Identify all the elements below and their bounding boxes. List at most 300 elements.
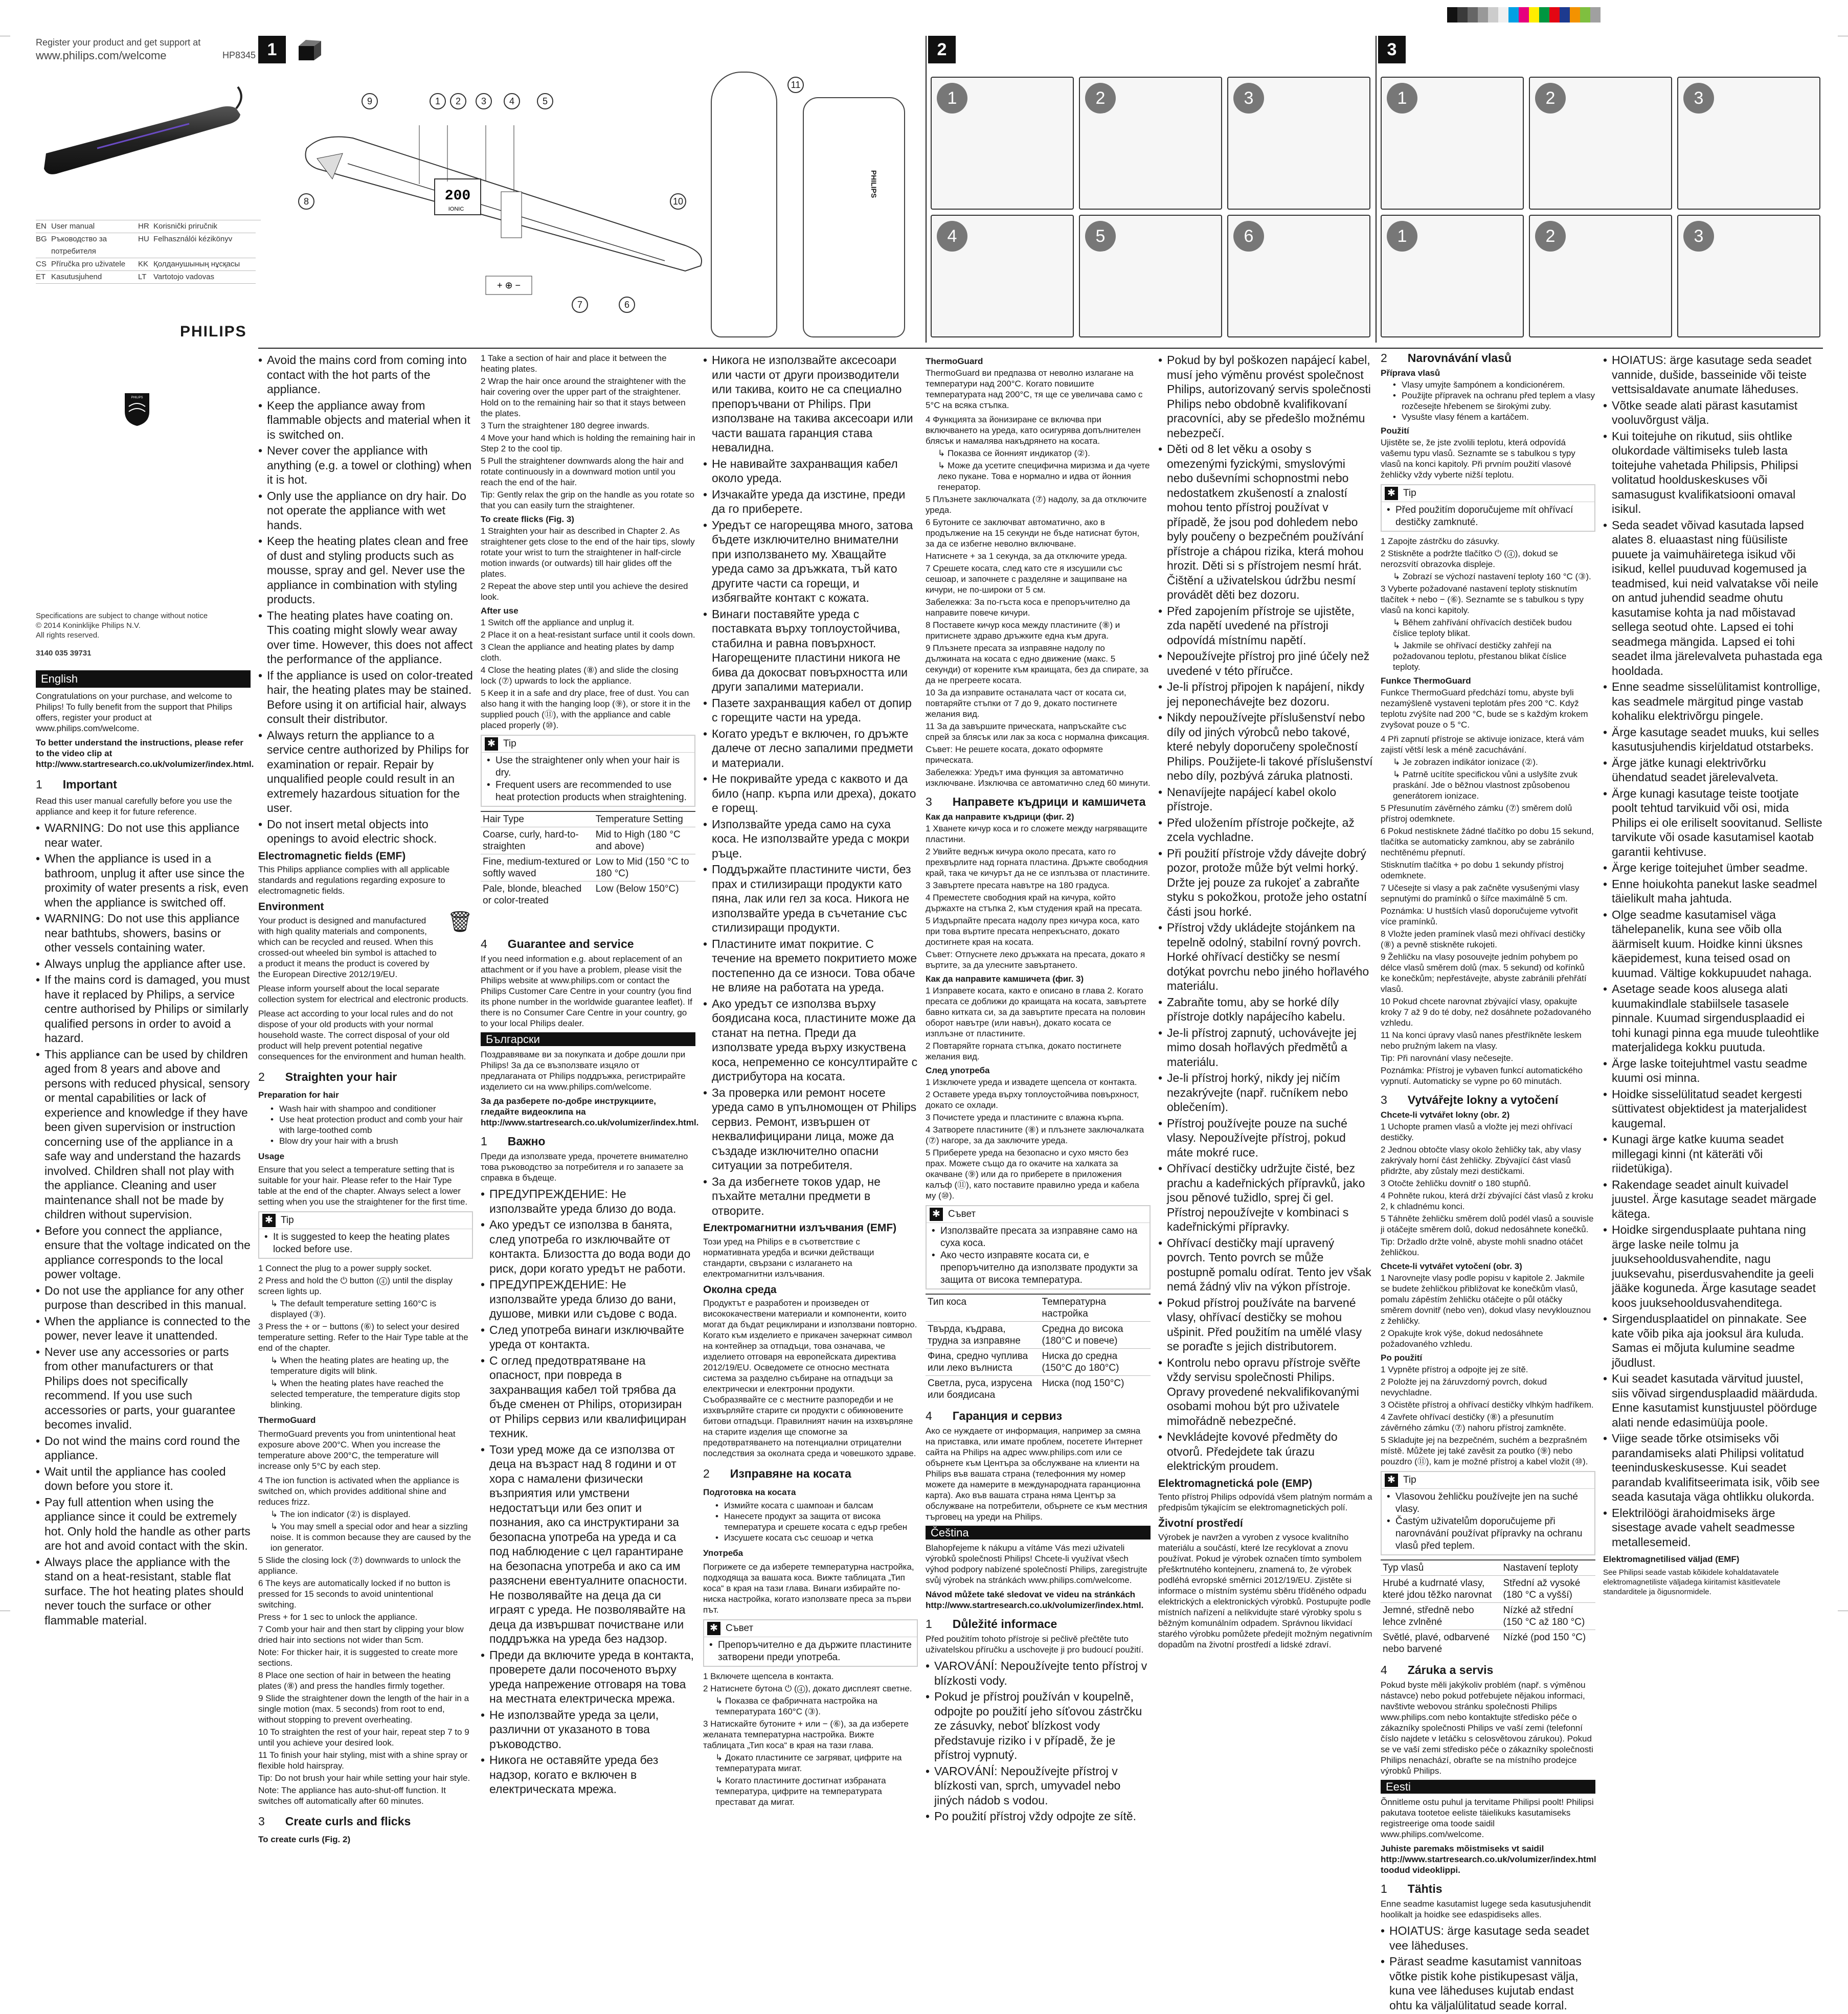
warning-item: • Pokud přístroj používáte na barvené vlasy, ohřívací destičky se mohou ušpinit. Před použitím na umělé vlasy se poraďte s jejich distributorem. xyxy=(1158,1296,1373,1354)
step-item: 3 Clean the appliance and heating plates by damp cloth. xyxy=(481,642,674,663)
section-title: Důležité informace xyxy=(952,1617,1057,1631)
tip-item: • Препоръчително е да държите пластините затворени преди употреба. xyxy=(709,1639,912,1664)
flick-step-3 xyxy=(1677,77,1820,210)
table-cell: Ниска до средна (150°C до 180°C) xyxy=(1040,1349,1151,1376)
warning-item: • Не използвайте уреда за цели, различни от указаното в това ръководство. xyxy=(481,1708,695,1752)
step-item: 11 To finish your hair styling, mist with a shine spray or flexible hold hairspray. xyxy=(258,1750,468,1771)
callout-6: 6 xyxy=(619,297,635,313)
warning-item: • Keep the appliance away from flammable objects and material when it is switched on. xyxy=(258,398,473,442)
section-intro: Преди да използвате уреда, прочетете внимателно това ръководство за потребителя и го запазете за справка в бъдеще. xyxy=(481,1151,688,1183)
callout-5: 5 xyxy=(537,93,553,109)
step-item: ↳ Показва се фабричната настройка на температурата 160°C (③). xyxy=(715,1695,877,1716)
warning-item: • Ohřívací destičky udržujte čisté, bez prachu a kadeřnických přípravků, jako jsou pěnové tužidlo, sprej či gel. Přístroj nepoužívejte v kombinaci s kadeřnickými přípravky. xyxy=(1158,1161,1373,1234)
section-heading xyxy=(1381,353,1595,364)
step-item: 2 Оставете уреда върху топлоустойчива повърхност, докато се охлади. xyxy=(926,1090,1139,1110)
step-item: Note: For thicker hair, it is suggested to create more sections. xyxy=(258,1647,458,1668)
tip-item: • It is suggested to keep the heating plates locked before use. xyxy=(264,1231,467,1256)
warning-item: • Wait until the appliance has cooled down before you store it. xyxy=(36,1464,251,1493)
emf-text: This Philips appliance complies with all applicable standards and regulations regarding exposure to electromagnetic fields. xyxy=(258,865,450,896)
table-row xyxy=(926,1322,1151,1349)
step-item: 6 Pokud nestisknete žádné tlačítko po dobu 15 sekund, tlačítka se automaticky zamknou, aby se zabránilo nechtěnému přepnutí. xyxy=(1381,826,1594,857)
storage-pouch xyxy=(711,72,777,337)
env-text: Продуктът е разработен и произведен от висококачествени материали и компоненти, които могат да бъдат рециклирани и използвани повторно. Когато към изделието е прикачен зачеркнат символ на контейнер за отпадъци, това означава, че изделието отговаря на европейската директива 2012/19/EU. Осведомете се относно местната система за разделно събиране на отпадъци за електрически и електронни продукти. Съобразявайте се с местните разпоредби и не изхвърляйте старите си продукти с обикновените битови отпадъци. Правилният начин на изхвърляне на старите изделия ще спомогне за предотвратяването на потенциални отрицателни последствия за околната среда и човешкото здраве. xyxy=(703,1298,917,1458)
steps-list xyxy=(926,414,1151,788)
section-heading xyxy=(926,1411,1151,1421)
section-intro: Read this user manual carefully before you use the appliance and keep it for future reference. xyxy=(36,796,232,817)
table-row xyxy=(1381,1576,1595,1603)
step-item: 8 Place one section of hair in between the heating plates (⑧) and press the handles firmly together. xyxy=(258,1670,451,1691)
step-number: 6 xyxy=(1233,221,1264,252)
intro-video-note: To better understand the instructions, please refer to the video clip at http://www.startresearch.co.uk/volumizer/index.html. xyxy=(36,737,254,769)
step-item: 9 Žehličku na vlasy posouvejte jedním pohybem po délce vlasů směrem dolů (max. 5 sekund) od kořínků ke konečkům; nepřestávejte, abyste zabránili přehřátí vlasů. xyxy=(1381,952,1587,994)
language-code: HU xyxy=(138,233,153,258)
guarantee-text: If you need information e.g. about replacement of an attachment or if you have a problem, please visit the Philips website at www.philips.com or contact the Philips Customer Care Centre in your country (you find its phone number in the worldwide guarantee leaflet). If there is no Consumer Care Centre in your country, go to your local Philips dealer. xyxy=(481,954,692,1028)
step-item: 4 The ion function is activated when the appliance is switched on, which provides additional shine and reduces frizz. xyxy=(258,1475,459,1507)
warning-item: • Elektrilöögi ärahoidmiseks ärge sisestage avade vahelt seadmesse metallesemeid. xyxy=(1603,1506,1823,1550)
color-swatch xyxy=(1478,7,1488,22)
intro-video-note: Návod můžete také sledovat ve videu na stránkách http://www.startresearch.co.uk/volumizer/index.html. xyxy=(926,1590,1144,1610)
step-item: 1 Take a section of hair and place it between the heating plates. xyxy=(481,353,667,374)
steps-list xyxy=(926,1077,1151,1201)
section-title: Narovnávání vlasů xyxy=(1407,351,1512,365)
flick-step-1 xyxy=(1381,77,1524,210)
tip-item: • Ако често изправяте косата си, е препоръчително да използвате продукти за защита от висока температура. xyxy=(932,1250,1144,1286)
warning-item: • Nikdy nepoužívejte příslušenství nebo díly od jiných výrobců nebo takové, které nebyly doporučeny společností Philips. Použijete-li takové příslušenství nebo díly, pozbývá záruka platnosti. xyxy=(1158,710,1373,783)
step-item: 9 Slide the straightener down the length of the hair in a single motion (max. 5 seconds) from root to end, without stopping to prevent overheating. xyxy=(258,1693,469,1725)
language-list xyxy=(36,220,261,284)
bg-column-2 xyxy=(703,353,918,1809)
warning-list xyxy=(926,1659,1151,1824)
table-header: Typ vlasů xyxy=(1381,1560,1501,1576)
emf-text: Този уред на Philips е в съответствие с нормативната уредба и всички действащи стандарти, свързани с излагането на електромагнитни излъчвания. xyxy=(703,1236,874,1279)
step-item: 3 Натискайте бутоните + или − (⑥), за да изберете желаната температурна настройка. Вижте таблицата „Тип коса“ в края на тази глава. xyxy=(703,1718,909,1750)
steps-list xyxy=(481,526,695,602)
language-code: KK xyxy=(138,258,153,271)
table-row xyxy=(1381,1630,1595,1657)
warning-item: • Je-li přístroj zapnutý, uchovávejte jej mimo dosah hořlavých předmětů a materiálu. xyxy=(1158,1026,1373,1070)
step-item: 8 Поставете кичур коса между пластините (⑧) и притиснете здраво дръжките една към друга. xyxy=(926,620,1120,641)
brand-logo: PHILIPS xyxy=(180,323,247,340)
warning-item: • След употреба винаги изключвайте уреда от контакта. xyxy=(481,1323,695,1352)
section-title: Guarantee and service xyxy=(507,937,634,951)
step-item: Забележка: За по-гъста коса е препоръчително да направите повече кичури. xyxy=(926,597,1130,618)
warning-item: • Never use any accessories or parts from other manufacturers or that Philips does not specifically recommend. If you use such accessories or parts, your guarantee becomes invalid. xyxy=(36,1345,251,1432)
step-item: 5 Издърпайте пресата надолу през кичура коса, като при това въртите пресата непрекъснато, докато достигнете края на косата. xyxy=(926,916,1140,947)
step-item: 10 Pokud chcete narovnat zbývající vlasy, opakujte kroky 7 až 9 do té doby, než dosáhnete požadovaného vzhledu. xyxy=(1381,997,1591,1028)
thermo-text: ThermoGuard prevents you from unintentional heat exposure above 200°C. When you increase the temperature above 200°C, the temperature will increase only 5°C by each step. xyxy=(258,1429,456,1471)
color-swatch xyxy=(1590,7,1601,22)
table-row xyxy=(481,827,695,854)
callout-9: 9 xyxy=(362,93,378,109)
tip-box xyxy=(258,1211,473,1259)
spec-note: Specifications are subject to change without notice xyxy=(36,612,208,620)
step-item: 8 Vložte jeden pramínek vlasů mezi ohřívací destičky (⑧) a pevně stiskněte rukojeti. xyxy=(1381,929,1585,949)
subheading: Как да направите къдрици (фиг. 2) xyxy=(926,812,1074,822)
warning-item: • Преди да включите уреда в контакта, проверете дали посоченото върху уреда напрежение отговаря на това на местната електрическа мрежа. xyxy=(481,1648,695,1706)
tip-item: • Use the straightener only when your hair is dry. xyxy=(487,755,689,779)
steps-list xyxy=(1381,1121,1595,1258)
tip-label: Съвет xyxy=(726,1622,754,1634)
step-item: ↳ Během zahřívání ohřívacích destiček budou číslice teploty blikat. xyxy=(1393,618,1572,638)
step-item: 7 Comb your hair and then start by clipping your blow dried hair into sections not wider than 5cm. xyxy=(258,1624,464,1645)
table-cell: Фина, средно чуплива или леко вълниста xyxy=(926,1349,1040,1376)
step-item: Note: The appliance has auto-shut-off function. It switches off automatically after 60 minutes. xyxy=(258,1785,446,1806)
warning-item: • HOIATUS: ärge kasutage seda seadet vee läheduses. xyxy=(1381,1924,1595,1953)
step-item: Забележка: Уредът има функция за автоматично изключване. Изключва се автоматично след 60 минути. xyxy=(926,767,1151,788)
warning-item: • Zabraňte tomu, aby se horké díly přístroje dotkly napájecího kabelu. xyxy=(1158,995,1373,1024)
language-name: Қолданушының нұсқасы xyxy=(153,258,256,271)
warning-item: • Когато уредът е включен, го дръжте далече от лесно запалими предмети и материали. xyxy=(703,727,918,771)
step-number: 1 xyxy=(1387,221,1417,252)
panel-number: 3 xyxy=(1378,36,1406,63)
color-swatch xyxy=(1580,7,1590,22)
prep-list xyxy=(271,1103,473,1146)
step-item: 2 Repeat the above step until you achieve the desired look. xyxy=(481,581,688,602)
warning-item: • Keep the heating plates clean and free of dust and styling products such as mousse, spray and gel. Never use the appliance in combination with styling products. xyxy=(258,534,473,607)
warning-item: • HOIATUS: ärge kasutage seda seadet vannide, dušide, basseinide või teiste vettsisaldavate anumate läheduses. xyxy=(1603,353,1823,397)
subheading: After use xyxy=(481,606,519,616)
table-cell: Nízké (pod 150 °C) xyxy=(1501,1630,1595,1657)
step-item: 1 Switch off the appliance and unplug it. xyxy=(481,618,635,627)
tip-box xyxy=(1381,484,1595,532)
step-item: ↳ Когато пластините достигнат избраната температура, цифрите на температурата престават да мигат. xyxy=(715,1775,886,1807)
warning-item: • Пазете захранващия кабел от допир с горещите части на уреда. xyxy=(703,696,918,725)
flick-step-2 xyxy=(1529,77,1672,210)
flick-out-step-1 xyxy=(1381,215,1524,337)
warning-item: • Pokud je přístroj používán v koupelně, odpojte po použití jeho síťovou zástrčku ze zásuvky, neboť blízkost vody představuje riziko i v případě, že je přístroj vypnutý. xyxy=(926,1689,1151,1762)
section-title: Направете къдрици и камшичета xyxy=(952,795,1146,808)
subheading: Подготовка на косата xyxy=(703,1487,796,1497)
prep-item: • Vlasy umyjte šampónem a kondicionérem. xyxy=(1393,379,1595,390)
warning-item: • Enne hoiukohta panekut laske seadmel täielikult maha jahtuda. xyxy=(1603,877,1823,906)
warning-item: • The heating plates have coating on. This coating might slowly wear away over time. However, this does not affect the performance of the appliance. xyxy=(258,608,473,667)
rights: All rights reserved. xyxy=(36,631,100,640)
steps-list xyxy=(926,985,1151,1062)
warning-item: • Po použití přístroj vždy odpojte ze sítě. xyxy=(926,1809,1151,1824)
step-item: 5 Keep it in a safe and dry place, free of dust. You can also hang it with the hanging loop (⑨), or store it in the supplied pouch (⑪), with the appliance and cable placed properly (⑩). xyxy=(481,688,691,730)
table-cell: Coarse, curly, hard-to-straighten xyxy=(481,827,594,854)
step-item: 1 Хванете кичур коса и го сложете между нагряващите пластини. xyxy=(926,824,1147,844)
bg-column-3 xyxy=(926,353,1151,1825)
step-item: ↳ Je zobrazen indikátor ionizace (②). xyxy=(1393,757,1538,767)
subheading: Příprava vlasů xyxy=(1381,368,1440,378)
curl-step-2 xyxy=(1079,77,1222,210)
warning-item: • Не покривайте уреда с каквото и да било (напр. кърпа или дреха), докато е горещ. xyxy=(703,772,918,816)
subheading: Chcete-li vytvářet vytočení (obr. 3) xyxy=(1381,1261,1522,1271)
intro-text: Congratulations on your purchase, and welcome to Philips! To fully benefit from the support that Philips offers, register your product at www.philips.com/welcome. xyxy=(36,691,233,733)
ionic-label: IONIC xyxy=(448,206,464,212)
section-title: Important xyxy=(62,777,117,791)
step-item: 2 Увийте веднъж кичура около пресата, като го прехвърлите над горната пластина. Дръжте свободния край, така че кичурът да не се изплъзва от пластините. xyxy=(926,847,1150,878)
step-item: 10 To straighten the rest of your hair, repeat step 7 to 9 until you achieve your desired look. xyxy=(258,1727,469,1748)
step-number: 4 xyxy=(937,221,967,252)
language-code: CS xyxy=(36,258,51,271)
section-number: 2 xyxy=(258,1070,265,1083)
intro-text: Õnnitleme ostu puhul ja tervitame Philipsi poolt! Philipsi pakutava tootetoe eeliste täielikuks kasutamiseks registreerige oma toode saidil www.philips.com/welcome. xyxy=(1381,1797,1594,1839)
language-heading: Български xyxy=(481,1032,695,1046)
warning-item: • When the appliance is used in a bathroom, unplug it after use since the proximity of water presents a risk, even when the appliance is switched off. xyxy=(36,851,251,910)
warning-item: • Do not wind the mains cord round the appliance. xyxy=(36,1434,251,1463)
step-item: 5 Táhněte žehličku směrem dolů podél vlasů a souvisle ji otáčejte směrem dolů, dokud nedosáhnete konečků. xyxy=(1381,1214,1594,1234)
tip-label: Съвет xyxy=(948,1209,976,1219)
section-heading xyxy=(926,797,1151,807)
callout-7: 7 xyxy=(572,297,588,313)
section-heading xyxy=(1381,1095,1595,1105)
section-heading xyxy=(258,1070,473,1084)
tip-box xyxy=(481,735,695,807)
color-calibration-bar xyxy=(1447,7,1611,22)
warning-item: • Always unplug the appliance after use. xyxy=(36,957,251,971)
prep-item: • Použijte přípravek na ochranu před teplem a vlasy rozčesejte hřebenem se širokými zuby. xyxy=(1393,390,1595,412)
table-header: Nastavení teploty xyxy=(1501,1560,1595,1576)
language-name: Kasutusjuhend xyxy=(51,271,138,284)
step-number: 3 xyxy=(1233,83,1264,114)
warning-item: • Never cover the appliance with anything (e.g. a towel or clothing) when it is hot. xyxy=(258,443,473,487)
warning-item: • Asetage seade koos alusega alati kuumakindlale stabiilsele tasasele pinnale. Kuumad sirgendusplaadid ei tohi kunagi pinna ega muude tuleohtlike materjalidega kokku puutuda. xyxy=(1603,982,1823,1055)
step-item: Poznámka: Přístroj je vybaven funkcí automatického vypnutí. Automaticky se vypne po 60 minutách. xyxy=(1381,1066,1583,1086)
callout-3: 3 xyxy=(476,93,492,109)
section-title: Záruka a servis xyxy=(1407,1663,1494,1677)
env-text: Please inform yourself about the local separate collection system for electrical and electronic products. xyxy=(258,983,469,1004)
flick-out-step-2 xyxy=(1529,215,1672,337)
subheading: ThermoGuard xyxy=(258,1415,316,1425)
warning-item: • Kui toitejuhe on rikutud, siis ohtlike olukordade vältimiseks tuleb lasta toitejuhe vahetada Philipsis, Philipsi volitatud hoolduskeskuses või samasugust kvalifikatsiooni omaval isikul. xyxy=(1603,429,1823,516)
warning-item: • Не навивайте захранващия кабел около уреда. xyxy=(703,457,918,486)
tip-box xyxy=(703,1619,918,1667)
language-name: Korisnički priručnik xyxy=(153,220,256,233)
table-cell: Средна до висока (180°C и повече) xyxy=(1040,1322,1151,1349)
tip-icon: ✱ xyxy=(930,1208,943,1221)
warning-item: • Rakendage seadet ainult kuivadel juustel. Ärge kasutage seadet märgade kätega. xyxy=(1603,1178,1823,1221)
step-number: 3 xyxy=(1683,83,1714,114)
warning-item: • Ако уредът се използва в банята, след употреба го изключвайте от контакта. Близостта до вода води до риск, дори когато уредът не работи. xyxy=(481,1217,695,1276)
step-number: 2 xyxy=(1535,221,1566,252)
section-heading xyxy=(258,1815,473,1829)
subheading: След употреба xyxy=(926,1066,990,1075)
section-heading xyxy=(481,1136,695,1147)
warning-list xyxy=(258,353,473,846)
step-item: 4 Move your hand which is holding the remaining hair in Step 2 to the cool tip. xyxy=(481,433,695,454)
section-intro: Enne seadme kasutamist lugege seda kasutusjuhendit hoolikalt ja hoidke see edaspidiseks alles. xyxy=(1381,1899,1591,1919)
color-swatch xyxy=(1508,7,1519,22)
steps-list xyxy=(481,353,695,511)
step-number: 1 xyxy=(937,83,967,114)
guarantee-text: Ако се нуждаете от информация, например за смяна на приставка, или имате проблем, посетете Интернет сайта на Philips на адрес www.philips.com или се обърнете към Центъра за обслужване на клиенти на Philips във вашата страна (телефонния му номер можете да намерите в международната гаранционна карта). Ако във вашата страна няма Център за обслужване на потребители, обърнете се към местния търговец на уреди на Philips. xyxy=(926,1426,1147,1522)
flick-out-step-3 xyxy=(1677,215,1820,337)
subheading: Usage xyxy=(258,1151,285,1161)
step-item: 7 Učesejte si vlasy a pak začněte vysušenými vlasy sepnutými do pramínků o šířce maximálně 5 cm. xyxy=(1381,883,1580,903)
warning-item: • Before you connect the appliance, ensure that the voltage indicated on the appliance corresponds to the local power voltage. xyxy=(36,1224,251,1282)
subheading: Po použití xyxy=(1381,1353,1423,1363)
warning-item: • Võtke seade alati pärast kasutamist vooluvõrgust välja. xyxy=(1603,398,1823,427)
prep-item: • Use heat protection product and comb your hair with large-toothed comb xyxy=(271,1114,473,1136)
warning-item: • Pokud by byl poškozen napájecí kabel, musí jeho výměnu provést společnost Philips, autorizovaný servis společnosti Philips nebo obdobně kvalifikovaní pracovníci, aby se předešlo možnému nebezpečí. xyxy=(1158,353,1373,440)
section-title: Важно xyxy=(507,1135,546,1148)
tip-icon: ✱ xyxy=(1385,487,1398,500)
step-item: 4 Close the heating plates (⑧) and slide the closing lock (⑦) upwards to lock the appliance. xyxy=(481,665,679,686)
table-row xyxy=(926,1349,1151,1376)
color-swatch xyxy=(1560,7,1570,22)
warning-item: • Je-li přístroj horký, nikdy jej ničím nezakrývejte (např. ručníkem nebo oblečením). xyxy=(1158,1071,1373,1115)
env-text: Výrobek je navržen a vyroben z vysoce kvalitního materiálu a součástí, které lze recyklovat a znovu používat. Pokud je výrobek označen tímto symbolem přeškrtnutého kontejneru, znamená to, že výrobek podléhá evropské směrnici 2012/19/EU. Zjistěte si informace o místním systému sběru tříděného odpadu elektrických a elektronických výrobků. Postupujte podle místních nařízení a nelikvidujte staré výrobky spolu s běžným komunálním odpadem. Správnou likvidací starého výrobku pomůžete předejít možným negativním dopadům na životní prostředí a lidské zdraví. xyxy=(1158,1532,1372,1649)
tip-label: Tip xyxy=(1403,1475,1416,1485)
warning-item: • WARNING: Do not use this appliance near water. xyxy=(36,821,251,850)
warning-list xyxy=(1158,353,1373,1474)
step-item: 1 Narovnejte vlasy podle popisu v kapitole 2. Jakmile se budete žehličkou přibližovat ke konečkům vlasů, pomalu zápěstím žehličku otáčejte o půl otáčky směrem dovnitř (nebo ven), dokud vlasy nevyklouznou z žehličky. xyxy=(1381,1273,1591,1326)
step-item: 4 Преместете свободния край на кичура, който държахте на стъпка 2, към студения край на пресата. xyxy=(926,893,1142,913)
table-cell: Pale, blonde, bleached or color-treated xyxy=(481,881,594,909)
section-heading xyxy=(703,1467,918,1481)
tip-item: • Častým uživatelům doporučujeme při narovnávání používat přípravky na ochranu vlasů před teplem. xyxy=(1387,1515,1589,1552)
color-swatch xyxy=(1468,7,1478,22)
warning-item: • Nevkládejte kovové předměty do otvorů. Předejdete tak úrazu elektrickým proudem. xyxy=(1158,1430,1373,1474)
section-number: 3 xyxy=(258,1814,265,1828)
warning-item: • Никога не оставяйте уреда без надзор, когато е включен в електрическата мрежа. xyxy=(481,1753,695,1797)
step-item: 5 Плъзнете заключалката (⑦) надолу, за да отключите уреда. xyxy=(926,494,1147,515)
section-number: 4 xyxy=(1381,1663,1387,1677)
step-item: 1 Straighten your hair as described in Chapter 2. As straightener gets close to the end of the hair tips, slowly rotate your wrist to turn the straightener in half-circle motion inwards (or outwards) till hair glides off the plates. xyxy=(481,526,695,579)
color-swatch xyxy=(1519,7,1529,22)
subheading: Употреба xyxy=(703,1548,743,1558)
step-item: 1 Изправете косата, както е описано в глава 2. Когато пресата се доближи до краищата на косата, завъртете бавно китката си, за да завъртите пресата на половин оборот навътре (или навън), докато косата се изплъзне от пластините. xyxy=(926,986,1146,1038)
emf-text: Tento přístroj Philips odpovídá všem platným normám a předpisům týkajícím se elektromagnetických polí. xyxy=(1158,1492,1372,1512)
step-item: ↳ Докато пластините се загряват, цифрите на температурата мигат. xyxy=(715,1752,902,1773)
step-number: 3 xyxy=(1683,221,1714,252)
warning-list xyxy=(481,1187,695,1797)
step-item: 7 Срешете косата, след като сте я изсушили със сешоар, и започнете с разделяне и защипване на кичури, не по-широки от 5 см. xyxy=(926,563,1127,595)
section-heading xyxy=(36,778,251,792)
table-header: Температурна настройка xyxy=(1040,1294,1151,1322)
warning-item: • Уредът се нагорещява много, затова бъдете изключително внимателни при използването му. Хващайте уреда само за дръжката, тъй като другите части са горещи, и избягвайте контакт с кожата. xyxy=(703,518,918,605)
step-item: 1 Vypněte přístroj a odpojte jej ze sítě. xyxy=(1381,1365,1528,1374)
table-cell: Hrubé a kudrnaté vlasy, které jdou těžko narovnat xyxy=(1381,1576,1501,1603)
table-header: Temperature Setting xyxy=(594,811,695,827)
emf-heading: Електромагнитни излъчвания (EMF) xyxy=(703,1222,897,1234)
step-item: 5 Přesunutím závěrného zámku (⑦) směrem dolů přístroj odemknete. xyxy=(1381,803,1572,824)
color-swatch xyxy=(1549,7,1560,22)
warning-item: • ПРЕДУПРЕЖДЕНИЕ: Не използвайте уреда близо до вода. xyxy=(481,1187,695,1216)
table-cell: Světlé, plavé, odbarvené nebo barvené xyxy=(1381,1630,1501,1657)
language-heading: Eesti xyxy=(1381,1780,1595,1794)
subheading: Použití xyxy=(1381,426,1409,436)
hair-type-table xyxy=(1381,1559,1595,1657)
step-item: Press + for 1 sec to unlock the appliance. xyxy=(258,1612,418,1622)
steps-list xyxy=(1381,734,1595,1087)
section-heading xyxy=(481,939,695,949)
table-cell: Low (Below 150°C) xyxy=(594,881,695,909)
et-column-2 xyxy=(1603,353,1823,1600)
panel-number: 2 xyxy=(928,36,956,63)
warning-item: • Viige seade tõrke otsimiseks või parandamiseks alati Philipsi volitatud teeninduskeskusesse. Kui seadet parandab kvalifitseerimata isik, võib see seada kasutaja väga ohtlikku olukorda. xyxy=(1603,1431,1823,1504)
color-swatch xyxy=(1529,7,1539,22)
usage-text: Ujistěte se, že jste zvolili teplotu, která odpovídá vašemu typu vlasů. Seznamte se s tabulkou s typy vlasů na konci kapitoly. Při prvním použití vlasové žehličky vždy vyberte nižší teplotu. xyxy=(1381,438,1575,480)
section-title: Tähtis xyxy=(1407,1882,1443,1895)
table-cell: Твърда, къдрава, трудна за изправяне xyxy=(926,1322,1040,1349)
warning-item: • Ако уредът се използва върху боядисана коса, пластините може да станат на петна. Преди да използвате уреда върху изкуствена коса, непременно се консултирайте с дистрибутора на косата. xyxy=(703,997,918,1084)
warning-item: • С оглед предотвратяване на опасност, при повреда в захранващия кабел той трябва да бъде сменен от Philips, оторизиран от Philips сервиз или квалифициран техник. xyxy=(481,1353,695,1441)
step-item: 4 Při zapnutí přístroje se aktivuje ionizace, která vám zajistí větší lesk a méně zacuchávání. xyxy=(1381,734,1584,755)
section-number: 1 xyxy=(926,1617,932,1631)
divider xyxy=(926,36,927,343)
color-swatch xyxy=(1539,7,1549,22)
warning-item: • Hoidke sisselülitatud seadet kergesti süttivatest objektidest ja materjalidest kaugemal. xyxy=(1603,1087,1823,1131)
warning-item: • Kunagi ärge katke kuuma seadet millegagi kinni (nt käteräti või riidetükiga). xyxy=(1603,1132,1823,1176)
subheading: ThermoGuard xyxy=(926,356,983,366)
step-item: ↳ Показва се йонният индикатор (②). xyxy=(938,448,1090,458)
warning-item: • Ärge kunagi kasutage teiste tootjate poolt tehtud tarvikuid või osi, mida Philips ei ole eriliselt soovitanud. Selliste tarvikute või osade kasutamisel kaotab garantii kehtivuse. xyxy=(1603,786,1823,859)
warning-item: • Kontrolu nebo opravu přístroje svěřte vždy servisu společnosti Philips. Opravy provedené nekvalifikovanými osobami mohou být pro uživatele mimořádně nebezpečné. xyxy=(1158,1355,1373,1429)
curl-step-1 xyxy=(931,77,1074,210)
step-item: 1 Zapojte zástrčku do zásuvky. xyxy=(1381,536,1500,546)
table-header: Тип коса xyxy=(926,1294,1040,1322)
warning-item: • If the appliance is used on color-treated hair, the heating plates may be stained. Before using it on artificial hair, always consult their distributor. xyxy=(258,668,473,727)
step-item: 11 Na konci úpravy vlasů nanes přestříkněte leskem nebo pružným lakem na vlasy. xyxy=(1381,1030,1582,1051)
warning-item: • Ohřívací destičky mají upravený povrch. Tento povrch se může postupně pomalu odírat. Tento jev však nemá žádný vliv na výkon přístroje. xyxy=(1158,1236,1373,1294)
table-cell: Светла, руса, изрусена или боядисана xyxy=(926,1376,1040,1403)
appliance-diagram xyxy=(266,77,736,322)
warning-item: • За проверка или ремонт носете уреда само в упълномощен от Philips сервиз. Ремонт, извършен от неквалифицирани лица, може да създаде изключително опасни ситуации за потребителя. xyxy=(703,1085,918,1173)
step-item: ↳ You may smell a special odor and hear a sizzling noise. It is common because they are caused by the ion generator. xyxy=(271,1521,471,1553)
subheading: To create flicks (Fig. 3) xyxy=(481,514,574,524)
step-item: 5 Pull the straightener downwards along the hair and rotate continuously in a downward motion until you reach the end of the hair. xyxy=(481,456,684,487)
table-cell: Ниска (под 150°C) xyxy=(1040,1376,1151,1403)
warning-item: • Никога не използвайте аксесоари или части от други производители или такива, които не са специално препоръчвани от Philips. При използване на такива аксесоари или части вашата гаранция става невалидна. xyxy=(703,353,918,455)
step-item: ↳ Може да усетите специфична миризма и да чуете леко пукане. Това е нормално и идва от йонния генератор. xyxy=(938,461,1150,492)
warning-item: • Hoidke sirgendusplaate puhtana ning ärge laske neile tolmu ja juuksehooldusvahendite, nagu juuksevahu, piserdusvahendite ja geeli jääke koguneda. Ärge kasutage seadet koos juuksehooldusvahenditega. xyxy=(1603,1223,1823,1310)
warning-item: • VAROVÁNÍ: Nepoužívejte přístroj v blízkosti van, sprch, umyvadel nebo jiných nádob s vodou. xyxy=(926,1764,1151,1808)
warning-item: • Do not use the appliance for any other purpose than described in this manual. xyxy=(36,1283,251,1313)
section-heading xyxy=(1381,1884,1595,1894)
warning-item: • This appliance can be used by children aged from 8 years and above and persons with reduced physical, sensory or mental capabilities or lack of experience and knowledge if they have been given supervision or instruction concerning use of the appliance in a safe way and understand the hazards involved. Children shall not play with the appliance. Cleaning and user maintenance shall not be made by children without supervision. xyxy=(36,1047,251,1222)
table-row xyxy=(481,881,695,909)
warning-item: • Před uložením přístroje počkejte, až zcela vychladne. xyxy=(1158,816,1373,845)
subheading: Preparation for hair xyxy=(258,1090,339,1100)
language-name: Vartotojo vadovas xyxy=(153,271,256,284)
section-title: Straighten your hair xyxy=(285,1070,397,1083)
step-item: 2 Položte jej na žáruvzdorný povrch, dokud nevychladne. xyxy=(1381,1377,1547,1397)
step-item: 1 Изключете уреда и извадете щепсела от контакта. xyxy=(926,1077,1137,1087)
step-item: 3 Turn the straightener 180 degree inwards. xyxy=(481,421,649,431)
warning-item: • Přístroj používejte pouze na suché vlasy. Nepoužívejte přístroj, pokud máte mokré ruce. xyxy=(1158,1116,1373,1160)
step-item: Съвет: Отпуснете леко дръжката на пресата, докато я въртите, за да улесните завъртането. xyxy=(926,949,1145,970)
tip-item: • Използвайте пресата за изправяне само на суха коса. xyxy=(932,1225,1144,1250)
register-text xyxy=(36,36,200,62)
section-heading xyxy=(926,1619,1151,1630)
step-item: ↳ The default temperature setting 160°C is displayed (③). xyxy=(271,1299,437,1319)
curl-step-3 xyxy=(1227,77,1370,210)
color-swatch xyxy=(1498,7,1508,22)
step-item: ↳ Patrně ucítíte specifickou vůni a uslyšíte zvuk praskání. Jde o běžnou vlastnost způsobenou generátorem ionizace. xyxy=(1393,770,1578,801)
step-item: Натиснете + за 1 секунда, за да отключите уреда. xyxy=(926,551,1128,561)
warning-item: • Do not insert metal objects into openings to avoid electric shock. xyxy=(258,817,473,846)
warning-item: • Pärast seadme kasutamist vannitoas võtke pistik kohe pistikupesast välja, kuna vee läheduses kujutab endast ohtu ka väljalülitatud seade korral. xyxy=(1381,1954,1595,2012)
step-item: 2 Press and hold the ⏻ button (④) until the display screen lights up. xyxy=(258,1276,453,1296)
table-row xyxy=(481,854,695,881)
table-cell: Low to Mid (150 °C to 180 °C) xyxy=(594,854,695,881)
register-line: Register your product and get support at xyxy=(36,37,201,48)
section-number: 4 xyxy=(926,1409,932,1422)
tip-icon: ✱ xyxy=(262,1214,276,1227)
register-url[interactable]: www.philips.com/welcome xyxy=(36,49,167,62)
subheading: Funkce ThermoGuard xyxy=(1381,676,1471,686)
step-number: 2 xyxy=(1085,83,1116,114)
hair-type-table xyxy=(926,1294,1151,1402)
section-number: 1 xyxy=(36,777,42,791)
step-item: 1 Uchopte pramen vlasů a vložte jej mezi ohřívací destičky. xyxy=(1381,1122,1573,1142)
warning-item: • Před zapojením přístroje se ujistěte, zda napětí uvedené na přístroji odpovídá místnímu napětí. xyxy=(1158,604,1373,648)
warning-item: • Nepoužívejte přístroj pro jiné účely než uvedené v této příručce. xyxy=(1158,649,1373,678)
unbox-icon xyxy=(297,37,324,65)
